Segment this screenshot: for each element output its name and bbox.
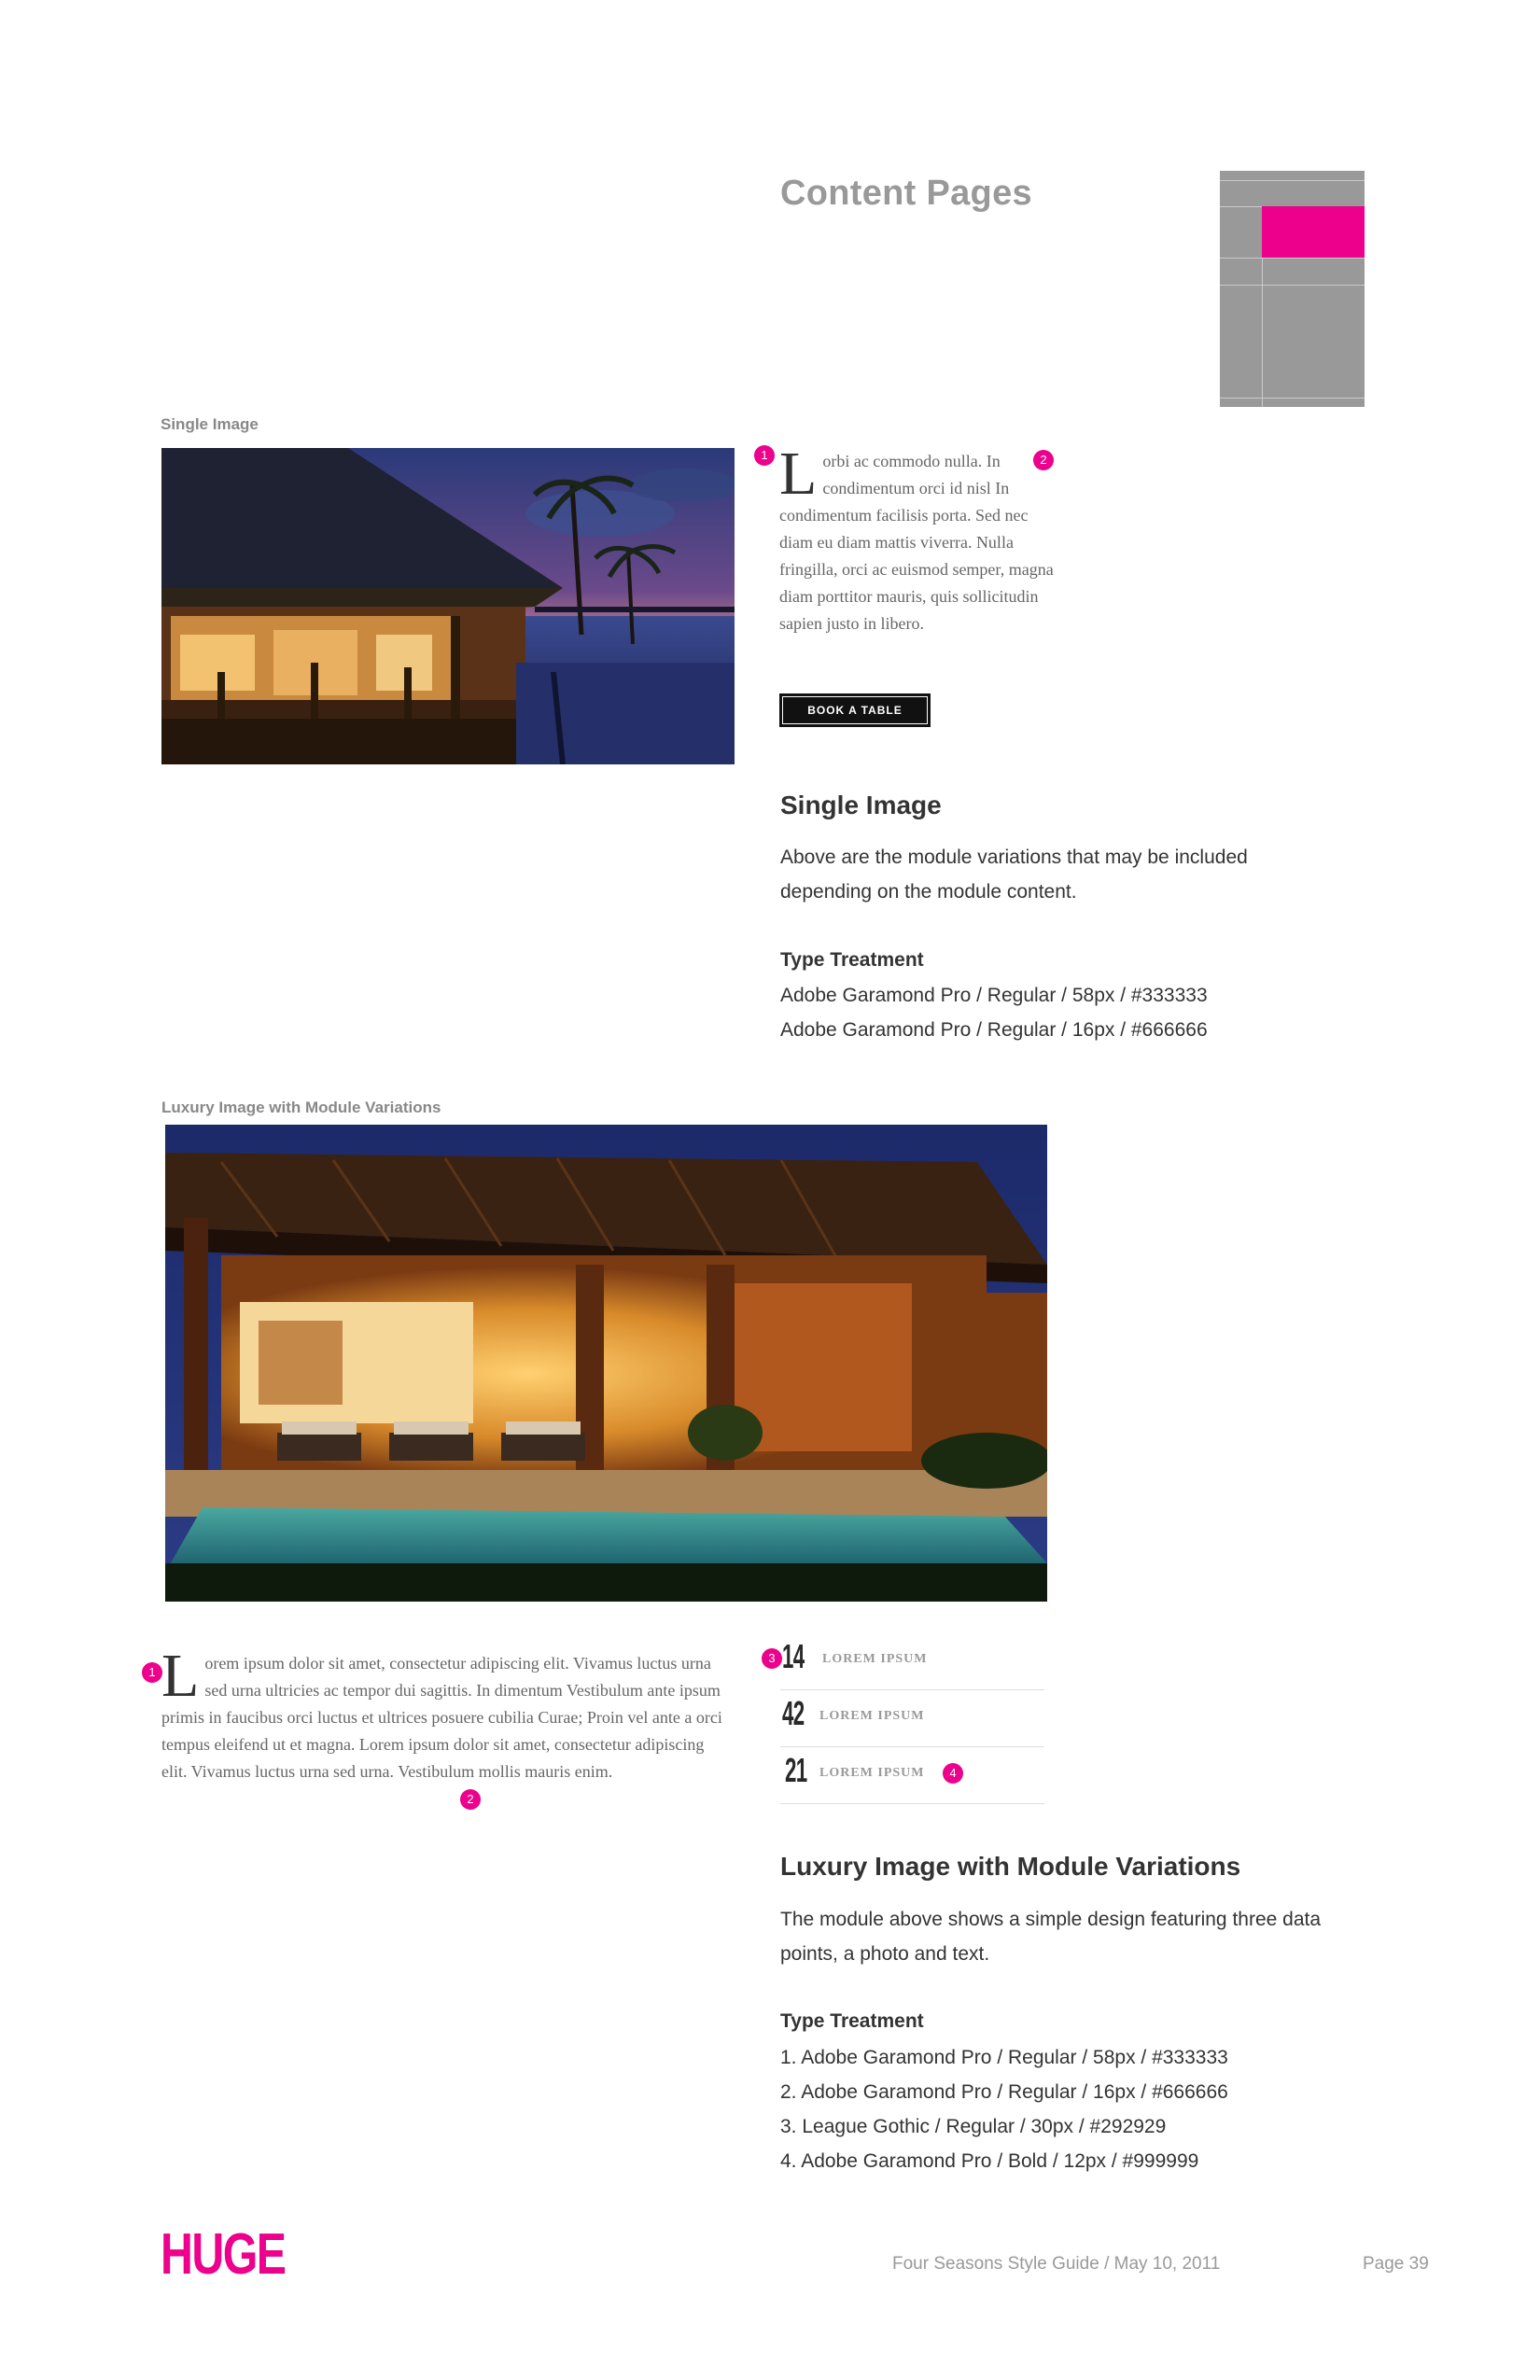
intro-paragraph [779, 440, 1059, 637]
annotation-marker: 1 [142, 1662, 162, 1683]
layout-thumbnail [1220, 171, 1365, 407]
resort-restaurant-photo [161, 448, 735, 764]
luxury-paragraph [161, 1642, 731, 1785]
data-point-value: 21 [785, 1751, 807, 1789]
section-label-single-image: Single Image [161, 415, 259, 433]
thumbnail-rule [1220, 180, 1365, 181]
annotation-marker: 2 [1033, 450, 1054, 470]
drop-cap: L [161, 1642, 200, 1710]
annotation-marker: 1 [754, 445, 775, 466]
data-point-value: 42 [782, 1694, 805, 1732]
section-label-luxury-image: Luxury Image with Module Variations [161, 1099, 441, 1116]
type-treatment-line: 3. League Gothic / Regular / 30px / #292929 [780, 2116, 1167, 2137]
footer-guide-title: Four Seasons Style Guide / May 10, 2011 [892, 2254, 1221, 2274]
type-treatment-line: 2. Adobe Garamond Pro / Regular / 16px / #666666 [780, 2081, 1228, 2103]
type-treatment-line: Adobe Garamond Pro / Regular / 16px / #666666 [780, 1019, 1208, 1041]
section-heading-luxury-image: Luxury Image with Module Variations [780, 1852, 1241, 1881]
thumbnail-rule [1220, 285, 1365, 286]
annotation-marker: 3 [762, 1648, 782, 1669]
section-description: The module above shows a simple design featuring three data points, a photo and text. [780, 1909, 1322, 1965]
data-point-label: LOREM IPSUM [822, 1652, 928, 1666]
type-treatment-line: Adobe Garamond Pro / Regular / 58px / #333333 [780, 985, 1208, 1006]
book-a-table-button[interactable]: BOOK A TABLE [779, 693, 931, 727]
drop-cap: L [779, 440, 818, 508]
data-point-row [780, 1690, 1044, 1747]
thumbnail-rule [1220, 258, 1365, 259]
section-heading-single-image: Single Image [780, 791, 942, 819]
resort-villa-pool-photo [165, 1125, 1047, 1602]
paragraph-text: orbi ac commodo nulla. In condimentum orci id nisl In condimentum facilisis porta. Sed nec diam eu diam mattis viverra. Nulla fringilla, orci ac euismod semper, magna diam porttitor mauris, quis sollicitudin sapien justo in libero. [779, 452, 1054, 633]
type-treatment-heading: Type Treatment [780, 949, 924, 971]
type-treatment-line: 1. Adobe Garamond Pro / Regular / 58px / #333333 [780, 2047, 1228, 2068]
data-point-label: LOREM IPSUM [819, 1766, 925, 1780]
data-point-value: 14 [782, 1637, 805, 1675]
annotation-marker: 2 [460, 1789, 481, 1810]
data-point-row [780, 1633, 1044, 1690]
page-title: Content Pages [780, 174, 1032, 213]
type-treatment-line: 4. Adobe Garamond Pro / Bold / 12px / #999999 [780, 2150, 1199, 2172]
section-description: Above are the module variations that may be included depending on the module content. [780, 847, 1248, 903]
type-treatment-heading: Type Treatment [780, 2010, 924, 2032]
data-point-row [780, 1747, 1044, 1804]
thumbnail-rule [1220, 398, 1365, 399]
annotation-marker: 4 [943, 1763, 963, 1784]
huge-logo: HUGE [161, 2222, 286, 2287]
paragraph-text: orem ipsum dolor sit amet, consectetur adipiscing elit. Vivamus luctus urna sed urna ultricies ac tempor dui sagittis. In dimentum Vestibulum ante ipsum primis in faucibus orci luctus et ultrices posuere cubilia Curae; Proin vel ante a orci tempus eleifend ut et magna. Lorem ipsum dolor sit amet, consectetur adipiscing elit. Vivamus luctus urna sed urna. Vestibulum mollis mauris enim. [161, 1654, 722, 1781]
thumbnail-highlight [1262, 206, 1365, 258]
page-number: Page 39 [1363, 2254, 1429, 2274]
data-point-label: LOREM IPSUM [819, 1709, 925, 1723]
